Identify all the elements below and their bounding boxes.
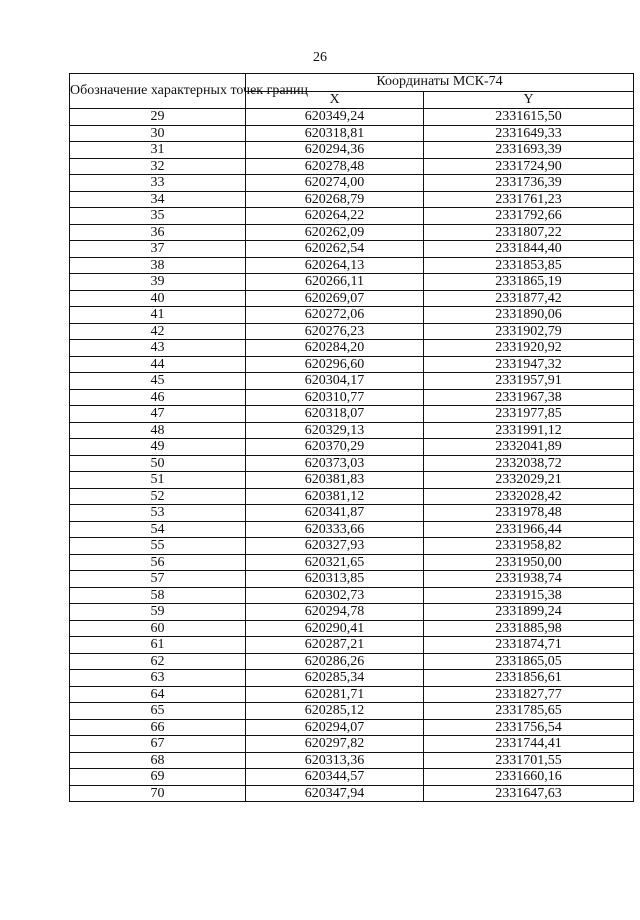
point-number-cell: 35 (70, 208, 246, 225)
y-coordinate-cell: 2331785,65 (424, 703, 634, 720)
y-coordinate-cell: 2331874,71 (424, 637, 634, 654)
y-coordinate-cell: 2331853,85 (424, 257, 634, 274)
table-row (70, 554, 634, 571)
table-row (70, 703, 634, 720)
table-row (70, 769, 634, 786)
header-y: Y (424, 91, 634, 109)
y-coordinate-cell: 2331899,24 (424, 604, 634, 621)
point-number-cell: 36 (70, 224, 246, 241)
y-coordinate-cell: 2331957,91 (424, 373, 634, 390)
table-row (70, 686, 634, 703)
table-row (70, 521, 634, 538)
x-coordinate-cell: 620285,34 (246, 670, 424, 687)
x-coordinate-cell: 620304,17 (246, 373, 424, 390)
y-coordinate-cell: 2331827,77 (424, 686, 634, 703)
point-number-cell: 42 (70, 323, 246, 340)
x-coordinate-cell: 620381,83 (246, 472, 424, 489)
point-number-cell: 41 (70, 307, 246, 324)
point-number-cell: 59 (70, 604, 246, 621)
x-coordinate-cell: 620262,09 (246, 224, 424, 241)
point-number-cell: 67 (70, 736, 246, 753)
y-coordinate-cell: 2331938,74 (424, 571, 634, 588)
point-number-cell: 39 (70, 274, 246, 291)
x-coordinate-cell: 620294,78 (246, 604, 424, 621)
x-coordinate-cell: 620313,85 (246, 571, 424, 588)
table-row (70, 175, 634, 192)
table-row (70, 620, 634, 637)
table-row (70, 389, 634, 406)
y-coordinate-cell: 2331647,63 (424, 785, 634, 802)
y-coordinate-cell: 2331885,98 (424, 620, 634, 637)
y-coordinate-cell: 2331977,85 (424, 406, 634, 423)
point-number-cell: 38 (70, 257, 246, 274)
table-row (70, 505, 634, 522)
table-row (70, 571, 634, 588)
x-coordinate-cell: 620296,60 (246, 356, 424, 373)
y-coordinate-cell: 2331978,48 (424, 505, 634, 522)
y-coordinate-cell: 2331915,38 (424, 587, 634, 604)
x-coordinate-cell: 620321,65 (246, 554, 424, 571)
table-row (70, 587, 634, 604)
table-row (70, 373, 634, 390)
point-number-cell: 37 (70, 241, 246, 258)
table-row (70, 670, 634, 687)
y-coordinate-cell: 2331844,40 (424, 241, 634, 258)
x-coordinate-cell: 620381,12 (246, 488, 424, 505)
point-number-cell: 53 (70, 505, 246, 522)
x-coordinate-cell: 620347,94 (246, 785, 424, 802)
table-row (70, 323, 634, 340)
table-row (70, 257, 634, 274)
x-coordinate-cell: 620318,81 (246, 125, 424, 142)
point-number-cell: 65 (70, 703, 246, 720)
x-coordinate-cell: 620290,41 (246, 620, 424, 637)
x-coordinate-cell: 620294,36 (246, 142, 424, 159)
point-number-cell: 47 (70, 406, 246, 423)
header-x: X (246, 91, 424, 109)
y-coordinate-cell: 2332029,21 (424, 472, 634, 489)
page-number: 26 (313, 50, 327, 65)
x-coordinate-cell: 620284,20 (246, 340, 424, 357)
y-coordinate-cell: 2331693,39 (424, 142, 634, 159)
table-row (70, 653, 634, 670)
x-coordinate-cell: 620264,13 (246, 257, 424, 274)
point-number-cell: 45 (70, 373, 246, 390)
point-number-cell: 63 (70, 670, 246, 687)
x-coordinate-cell: 620341,87 (246, 505, 424, 522)
point-number-cell: 57 (70, 571, 246, 588)
table-row (70, 208, 634, 225)
point-number-cell: 46 (70, 389, 246, 406)
y-coordinate-cell: 2331966,44 (424, 521, 634, 538)
table-row (70, 719, 634, 736)
table-row (70, 290, 634, 307)
y-coordinate-cell: 2331701,55 (424, 752, 634, 769)
y-coordinate-cell: 2331649,33 (424, 125, 634, 142)
y-coordinate-cell: 2331950,00 (424, 554, 634, 571)
y-coordinate-cell: 2332038,72 (424, 455, 634, 472)
point-number-cell: 66 (70, 719, 246, 736)
point-number-cell: 34 (70, 191, 246, 208)
table-row (70, 785, 634, 802)
y-coordinate-cell: 2331724,90 (424, 158, 634, 175)
y-coordinate-cell: 2331736,39 (424, 175, 634, 192)
coordinates-table (69, 73, 634, 802)
point-number-cell: 29 (70, 109, 246, 126)
point-number-cell: 68 (70, 752, 246, 769)
y-coordinate-cell: 2331877,42 (424, 290, 634, 307)
x-coordinate-cell: 620262,54 (246, 241, 424, 258)
point-number-cell: 60 (70, 620, 246, 637)
y-coordinate-cell: 2331807,22 (424, 224, 634, 241)
x-coordinate-cell: 620329,13 (246, 422, 424, 439)
y-coordinate-cell: 2331920,92 (424, 340, 634, 357)
table-row (70, 488, 634, 505)
y-coordinate-cell: 2331991,12 (424, 422, 634, 439)
y-coordinate-cell: 2331947,32 (424, 356, 634, 373)
table-row (70, 439, 634, 456)
x-coordinate-cell: 620313,36 (246, 752, 424, 769)
table-row (70, 158, 634, 175)
table-row (70, 224, 634, 241)
x-coordinate-cell: 620333,66 (246, 521, 424, 538)
y-coordinate-cell: 2331756,54 (424, 719, 634, 736)
x-coordinate-cell: 620268,79 (246, 191, 424, 208)
x-coordinate-cell: 620297,82 (246, 736, 424, 753)
table-row (70, 340, 634, 357)
table-row (70, 109, 634, 126)
table-row (70, 637, 634, 654)
y-coordinate-cell: 2331856,61 (424, 670, 634, 687)
y-coordinate-cell: 2331865,19 (424, 274, 634, 291)
point-number-cell: 44 (70, 356, 246, 373)
x-coordinate-cell: 620278,48 (246, 158, 424, 175)
table-row (70, 142, 634, 159)
y-coordinate-cell: 2331792,66 (424, 208, 634, 225)
point-number-cell: 51 (70, 472, 246, 489)
y-coordinate-cell: 2332041,89 (424, 439, 634, 456)
y-coordinate-cell: 2331761,23 (424, 191, 634, 208)
x-coordinate-cell: 620285,12 (246, 703, 424, 720)
y-coordinate-cell: 2331958,82 (424, 538, 634, 555)
point-number-cell: 55 (70, 538, 246, 555)
x-coordinate-cell: 620286,26 (246, 653, 424, 670)
table-row (70, 736, 634, 753)
x-coordinate-cell: 620327,93 (246, 538, 424, 555)
point-number-cell: 64 (70, 686, 246, 703)
x-coordinate-cell: 620264,22 (246, 208, 424, 225)
x-coordinate-cell: 620281,71 (246, 686, 424, 703)
x-coordinate-cell: 620370,29 (246, 439, 424, 456)
x-coordinate-cell: 620302,73 (246, 587, 424, 604)
table-row (70, 307, 634, 324)
table-row (70, 538, 634, 555)
point-number-cell: 33 (70, 175, 246, 192)
point-number-cell: 70 (70, 785, 246, 802)
point-number-cell: 50 (70, 455, 246, 472)
table-header (70, 74, 634, 109)
point-number-cell: 69 (70, 769, 246, 786)
y-coordinate-cell: 2331744,41 (424, 736, 634, 753)
point-number-cell: 62 (70, 653, 246, 670)
y-coordinate-cell: 2331660,16 (424, 769, 634, 786)
x-coordinate-cell: 620274,00 (246, 175, 424, 192)
table-row (70, 274, 634, 291)
table-row (70, 125, 634, 142)
point-number-cell: 30 (70, 125, 246, 142)
table-row (70, 752, 634, 769)
point-number-cell: 54 (70, 521, 246, 538)
table-row (70, 191, 634, 208)
header-coordinates: Координаты МСК-74 (246, 74, 634, 92)
x-coordinate-cell: 620349,24 (246, 109, 424, 126)
x-coordinate-cell: 620276,23 (246, 323, 424, 340)
x-coordinate-cell: 620269,07 (246, 290, 424, 307)
y-coordinate-cell: 2331865,05 (424, 653, 634, 670)
table-row (70, 472, 634, 489)
x-coordinate-cell: 620272,06 (246, 307, 424, 324)
x-coordinate-cell: 620287,21 (246, 637, 424, 654)
table-row (70, 455, 634, 472)
x-coordinate-cell: 620344,57 (246, 769, 424, 786)
point-number-cell: 61 (70, 637, 246, 654)
y-coordinate-cell: 2331890,06 (424, 307, 634, 324)
point-number-cell: 49 (70, 439, 246, 456)
table-row (70, 406, 634, 423)
x-coordinate-cell: 620318,07 (246, 406, 424, 423)
point-number-cell: 56 (70, 554, 246, 571)
header-point-label: Обозначение характерных точек границ (70, 74, 246, 109)
table-row (70, 356, 634, 373)
x-coordinate-cell: 620373,03 (246, 455, 424, 472)
y-coordinate-cell: 2331902,79 (424, 323, 634, 340)
point-number-cell: 48 (70, 422, 246, 439)
y-coordinate-cell: 2331615,50 (424, 109, 634, 126)
table-row (70, 604, 634, 621)
x-coordinate-cell: 620294,07 (246, 719, 424, 736)
table-body (70, 109, 634, 802)
point-number-cell: 58 (70, 587, 246, 604)
point-number-cell: 31 (70, 142, 246, 159)
x-coordinate-cell: 620310,77 (246, 389, 424, 406)
point-number-cell: 52 (70, 488, 246, 505)
table-row (70, 241, 634, 258)
point-number-cell: 40 (70, 290, 246, 307)
table-row (70, 422, 634, 439)
y-coordinate-cell: 2332028,42 (424, 488, 634, 505)
point-number-cell: 43 (70, 340, 246, 357)
x-coordinate-cell: 620266,11 (246, 274, 424, 291)
y-coordinate-cell: 2331967,38 (424, 389, 634, 406)
point-number-cell: 32 (70, 158, 246, 175)
